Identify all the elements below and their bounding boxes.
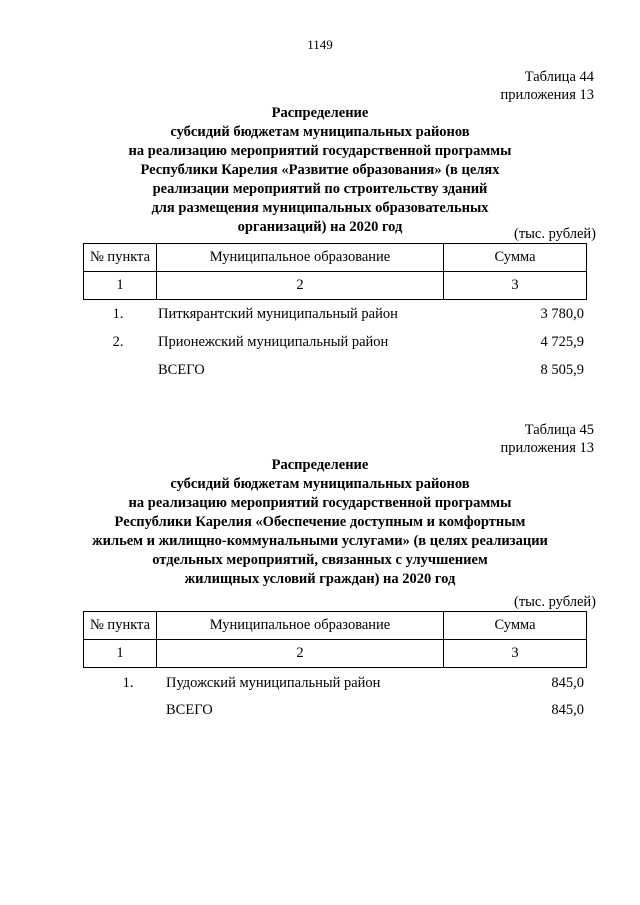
table-45-units: (тыс. рублей) <box>514 594 596 610</box>
table-44-ref-line1: Таблица 44 <box>524 69 594 85</box>
title-line: для размещения муниципальных образовательных <box>151 200 489 216</box>
row-number: 1. <box>112 306 124 322</box>
header-cell-municipality: Муниципальное образование <box>157 612 444 640</box>
title-line: жилищных условий граждан) на 2020 год <box>184 571 456 587</box>
row-name: ВСЕГО <box>158 362 205 378</box>
title-line: субсидий бюджетам муниципальных районов <box>170 124 470 140</box>
column-number-cell: 3 <box>444 640 587 668</box>
row-sum: 845,0 <box>551 702 584 718</box>
row-name: Питкярантский муниципальный район <box>158 306 398 322</box>
row-name: Пудожский муниципальный район <box>166 675 381 691</box>
table-45-ref-line2: приложения 13 <box>500 440 594 456</box>
title-line: Распределение <box>271 457 369 473</box>
header-cell-number: № пункта <box>84 244 157 272</box>
header-row <box>84 612 587 640</box>
row-name: Прионежский муниципальный район <box>158 334 389 350</box>
table-44-units: (тыс. рублей) <box>514 226 596 242</box>
table-45-ref <box>501 421 594 457</box>
title-line: организаций) на 2020 год <box>237 219 403 235</box>
column-number-cell: 1 <box>84 640 157 668</box>
row-number: 1. <box>122 675 134 691</box>
column-number-cell: 2 <box>157 640 444 668</box>
table-44-ref <box>501 68 594 104</box>
table-row <box>0 334 640 354</box>
column-number-row <box>84 640 587 668</box>
header-row <box>84 244 587 272</box>
title-line: субсидий бюджетам муниципальных районов <box>170 476 470 492</box>
table-45-header <box>83 611 587 668</box>
header-cell-sum: Сумма <box>444 612 587 640</box>
title-line: Распределение <box>271 105 369 121</box>
header-cell-number: № пункта <box>84 612 157 640</box>
table-44-header <box>83 243 587 300</box>
row-sum: 4 725,9 <box>540 334 584 350</box>
table-44-ref-line2: приложения 13 <box>500 87 594 103</box>
column-number-cell: 1 <box>84 272 157 300</box>
table-45-title <box>60 456 580 589</box>
table-row <box>0 306 640 326</box>
title-line: жильем и жилищно-коммунальными услугами» (в целях реализации <box>92 533 548 549</box>
title-line: на реализацию мероприятий государственной программы <box>128 143 512 159</box>
row-sum: 3 780,0 <box>540 306 584 322</box>
header-cell-sum: Сумма <box>444 244 587 272</box>
header-cell-municipality: Муниципальное образование <box>157 244 444 272</box>
title-line: реализации мероприятий по строительству зданий <box>152 181 488 197</box>
table-row <box>0 675 640 695</box>
title-line: Республики Карелия «Развитие образования» (в целях <box>140 162 500 178</box>
table-44-title <box>60 104 580 237</box>
title-line: отдельных мероприятий, связанных с улучшением <box>152 552 488 568</box>
table-total-row <box>0 702 640 722</box>
row-number: 2. <box>112 334 124 350</box>
column-number-row <box>84 272 587 300</box>
row-sum: 845,0 <box>551 675 584 691</box>
column-number-cell: 2 <box>157 272 444 300</box>
table-total-row <box>0 362 640 382</box>
title-line: на реализацию мероприятий государственной программы <box>128 495 512 511</box>
row-name: ВСЕГО <box>166 702 213 718</box>
row-sum: 8 505,9 <box>540 362 584 378</box>
table-45-ref-line1: Таблица 45 <box>524 422 594 438</box>
title-line: Республики Карелия «Обеспечение доступным и комфортным <box>114 514 526 530</box>
page-number: 1149 <box>307 37 333 52</box>
column-number-cell: 3 <box>444 272 587 300</box>
